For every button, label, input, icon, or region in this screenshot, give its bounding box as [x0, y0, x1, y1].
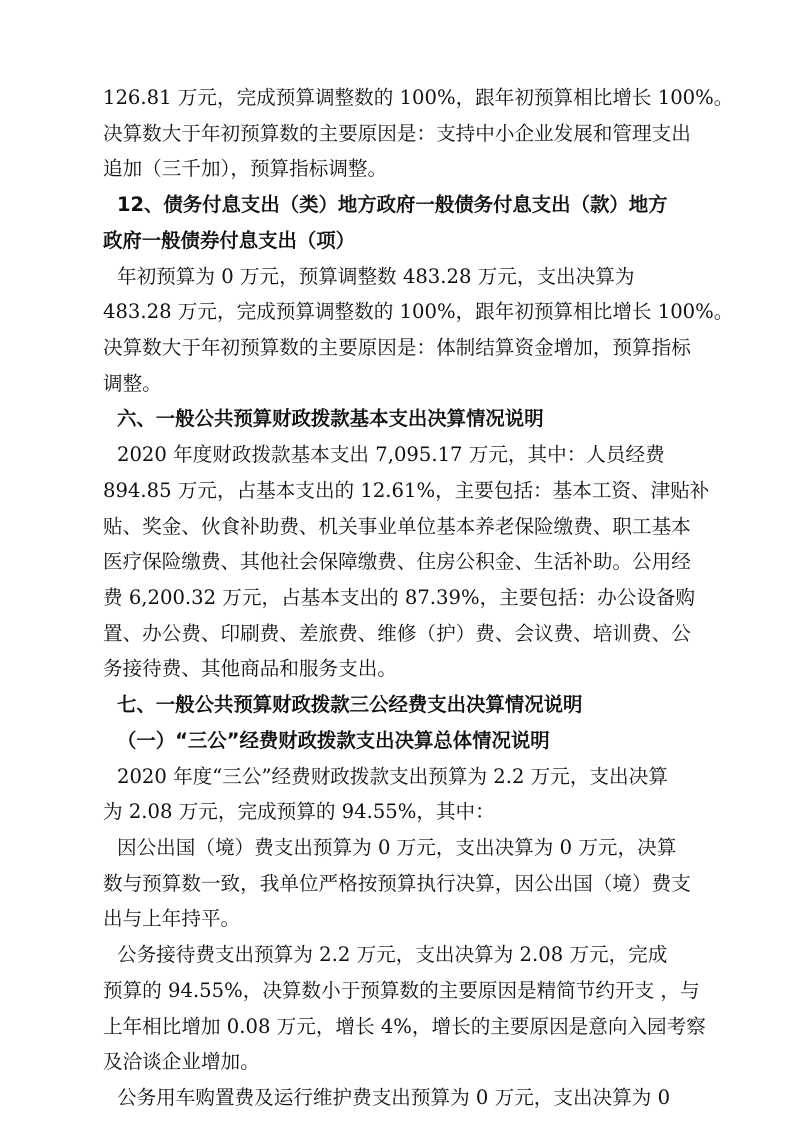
section-heading: 政府一般债券付息支出（项）	[103, 229, 356, 252]
body-line: 预算的 94.55%，决算数小于预算数的主要原因是精简节约开支 ，与	[103, 979, 700, 1002]
body-line: 出与上年持平。	[103, 907, 241, 930]
body-line: 追加（三千加），预算指标调整。	[103, 157, 388, 180]
body-line: 费 6,200.32 万元，占基本支出的 87.39%，主要包括：办公设备购	[103, 586, 696, 609]
section-heading: 七、一般公共预算财政拨款三公经费支出决算情况说明	[117, 693, 583, 716]
section-heading: 12、债务付息支出（类）地方政府一般债务付息支出（款）地方	[117, 193, 668, 216]
body-line: 894.85 万元，占基本支出的 12.61%，主要包括：基本工资、津贴补	[103, 479, 710, 502]
body-line: 医疗保险缴费、其他社会保障缴费、住房公积金、生活补助。公用经	[103, 550, 691, 573]
body-line: 2020 年度“三公”经费财政拨款支出预算为 2.2 万元，支出决算	[117, 765, 668, 788]
body-line: 决算数大于年初预算数的主要原因是：支持中小企业发展和管理支出	[103, 122, 691, 145]
body-line: 数与预算数一致，我单位严格按预算执行决算，因公出国（境）费支	[103, 872, 691, 895]
body-line: 上年相比增加 0.08 万元，增长 4%，增长的主要原因是意向入园考察	[103, 1015, 706, 1038]
section-heading: 六、一般公共预算财政拨款基本支出决算情况说明	[117, 407, 544, 430]
subsection-heading: （一）“三公”经费财政拨款支出决算总体情况说明	[117, 729, 550, 752]
body-line: 因公出国（境）费支出预算为 0 万元，支出决算为 0 万元，决算	[117, 836, 677, 859]
body-line: 公务用车购置费及运行维护费支出预算为 0 万元，支出决算为 0	[117, 1086, 671, 1109]
body-line: 公务接待费支出预算为 2.2 万元，支出决算为 2.08 万元，完成	[117, 943, 668, 966]
body-line: 2020 年度财政拨款基本支出 7,095.17 万元，其中：人员经费	[117, 443, 665, 466]
body-line: 置、办公费、印刷费、差旅费、维修（护）费、会议费、培训费、公	[103, 622, 691, 645]
body-line: 务接待费、其他商品和服务支出。	[103, 657, 397, 680]
body-line: 年初预算为 0 万元，预算调整数 483.28 万元，支出决算为	[117, 265, 635, 288]
body-line: 贴、奖金、伙食补助费、机关事业单位基本养老保险缴费、职工基本	[103, 515, 691, 538]
body-line: 调整。	[103, 372, 162, 395]
body-line: 483.28 万元，完成预算调整数的 100%，跟年初预算相比增长 100%。	[103, 300, 734, 323]
body-line: 为 2.08 万元，完成预算的 94.55%，其中：	[103, 800, 495, 823]
body-line: 126.81 万元，完成预算调整数的 100%，跟年初预算相比增长 100%。	[103, 86, 734, 109]
body-line: 及洽谈企业增加。	[103, 1050, 260, 1073]
body-line: 决算数大于年初预算数的主要原因是：体制结算资金增加，预算指标	[103, 336, 691, 359]
